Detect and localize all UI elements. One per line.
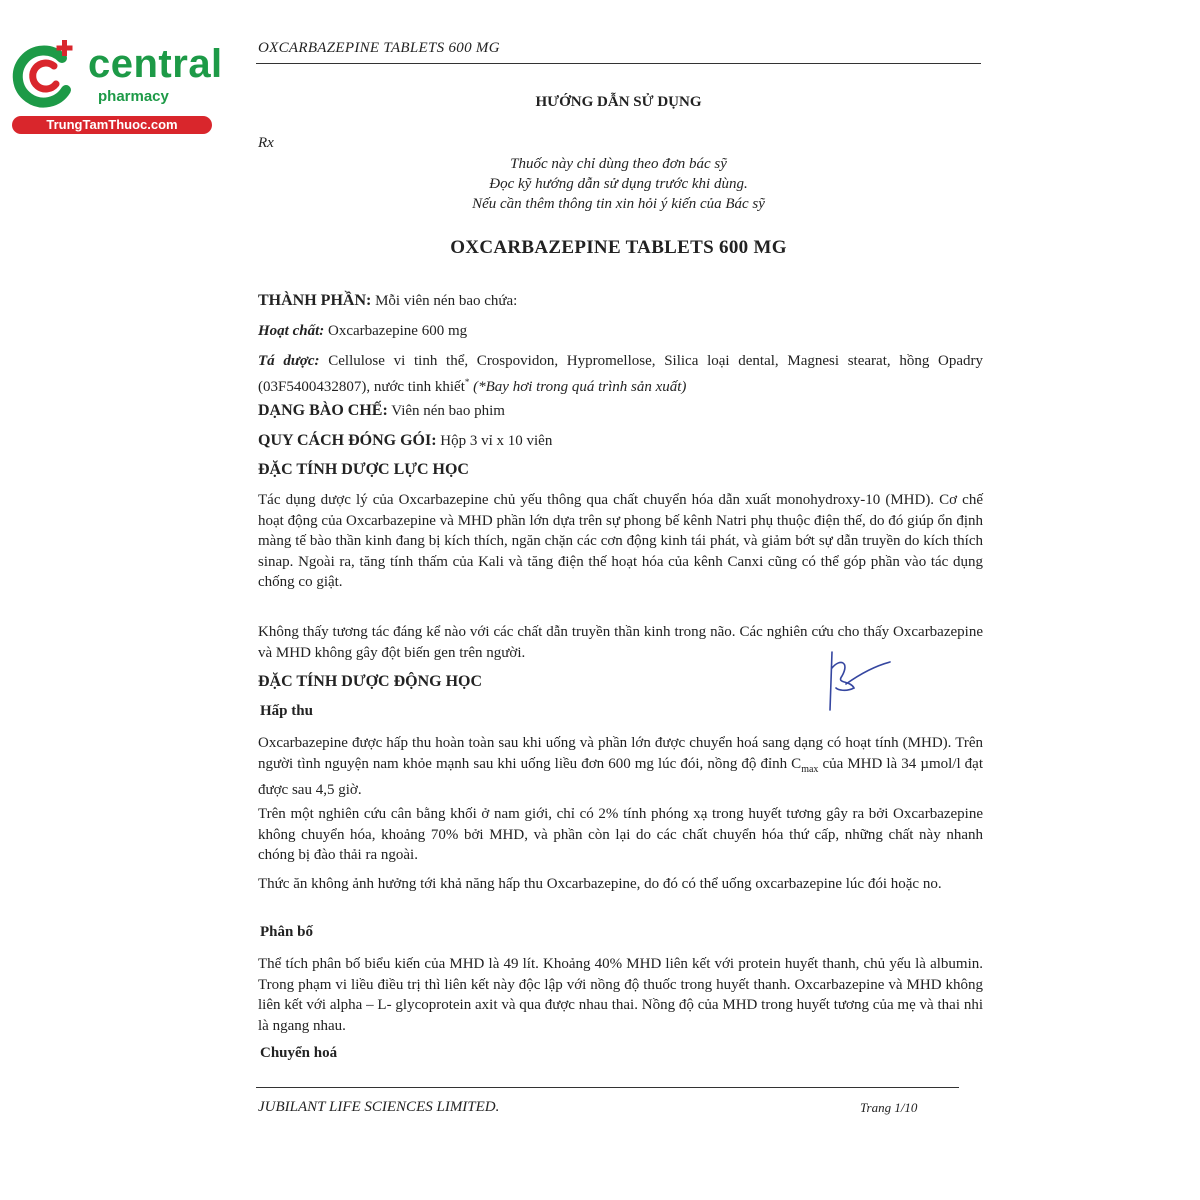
pharmacodynamics-paragraph-1: Tác dụng dược lý của Oxcarbazepine chủ yếu thông qua chất chuyển hóa dẫn xuất monohydroxy-10 (MHD). Cơ chế hoạt động của Oxcarbazepine và MHD phần lớn dựa trên sự phong bế kênh Natri phụ thuộc điện thế, do đó giúp ổn định màng tế bào thần kinh đang bị kích thích, ngăn chặn các cơn động kinh tái phát, và giảm bớt sự dẫn truyền do kích thích sinap. Ngoài ra, tăng tính thấm của Kali và tăng điện thế hoạt hóa của kênh Canxi cũng có thể góp phần vào tác dụng chống co giật.	[258, 492, 983, 590]
distribution-paragraph: Thể tích phân bố biểu kiến của MHD là 49 lít. Khoảng 40% MHD liên kết với protein huyết thanh, chủ yếu là albumin. Trong phạm vi liều điều trị thì liên kết này độc lập với nồng độ thuốc trong huyết thanh. Oxcarbazepine và MHD không liên kết với alpha – L- glycoprotein axit và qua được nhau thai. Nồng độ của MHD trong huyết tương của mẹ và thai nhi là ngang nhau.	[258, 956, 983, 1034]
composition-label: THÀNH PHẦN:	[258, 292, 372, 309]
excipient-label: Tá dược:	[258, 353, 320, 369]
pharmacodynamics-paragraph-2: Không thấy tương tác đáng kể nào với các chất dẫn truyền thần kinh trong não. Các nghiên cứu cho thấy Oxcarbazepine và MHD không gây đột biến gen trên người.	[258, 624, 983, 661]
absorption-heading: Hấp thu	[260, 703, 313, 719]
composition-line	[258, 291, 983, 312]
excipient-text: Cellulose vi tinh thể, Crospovidon, Hypromellose, Silica loại dental, Magnesi stearat, hồng Opadry (03F5400432807), nước tinh khiết	[258, 353, 984, 395]
warning-line-3: Nếu cần thêm thông tin xin hỏi ý kiến của Bác sỹ	[472, 196, 765, 212]
footer-company: JUBILANT LIFE SCIENCES LIMITED.	[258, 1099, 500, 1115]
excipient-mark: *	[464, 376, 470, 387]
composition-text: Mỗi viên nén bao chứa:	[371, 293, 518, 309]
absorption-paragraph-3: Thức ăn không ảnh hưởng tới khả năng hấp thu Oxcarbazepine, do đó có thể uống oxcarbazepine lúc đói hoặc no.	[258, 876, 942, 892]
absorption-paragraph-1	[258, 733, 983, 801]
excipients-paragraph	[258, 351, 983, 397]
rx-mark: Rx	[258, 135, 274, 151]
logo-site-url[interactable]: TrungTamThuoc.com	[12, 116, 212, 134]
pharmacodynamics-heading: ĐẶC TÍNH DƯỢC LỰC HỌC	[258, 461, 469, 478]
absorption-text-1a: Oxcarbazepine được hấp thu hoàn toàn sau khi uống và phần lớn được chuyển hoá sang dạng có hoạt tính (MHD). Trên người tình nguyện nam khỏe mạnh sau khi uống liều đơn 600 mg lúc đói, nồng độ đỉnh C	[258, 735, 983, 772]
footer-page-number: Trang 1/10	[860, 1100, 918, 1115]
header-rule	[256, 63, 981, 64]
active-label: Hoạt chất:	[258, 323, 325, 339]
logo-brand: central	[88, 42, 223, 86]
absorption-text-1b: của MHD là 34 µmol/l đạt được sau 4,5 giờ.	[258, 755, 984, 798]
active-ingredient-line	[258, 321, 983, 342]
pharmacokinetics-heading: ĐẶC TÍNH DƯỢC ĐỘNG HỌC	[258, 673, 483, 690]
document-header: OXCARBAZEPINE TABLETS 600 MG	[258, 40, 500, 56]
absorption-paragraph-2: Trên một nghiên cứu cân bằng khối ở nam giới, chỉ có 2% tính phóng xạ trong huyết tương gây ra bởi Oxcarbazepine không chuyển hóa, khoảng 70% bởi MHD, và phần còn lại do các chất chuyển hóa thứ cấp, những chất này nhanh chóng bị đào thải ra ngoài.	[258, 806, 983, 863]
packaging-line	[258, 431, 983, 452]
distribution-heading: Phân bố	[260, 924, 313, 940]
warning-line-1: Thuốc này chỉ dùng theo đơn bác sỹ	[510, 156, 727, 172]
signature-mark	[820, 650, 900, 720]
form-label: DẠNG BÀO CHẾ:	[258, 402, 388, 419]
excipient-note: (*Bay hơi trong quá trình sản xuất)	[469, 378, 687, 395]
logo-subtitle: pharmacy	[98, 88, 169, 105]
pharmacy-cross-icon	[10, 36, 90, 116]
central-pharmacy-logo[interactable]	[10, 36, 223, 136]
doc-heading: HƯỚNG DẪN SỬ DỤNG	[535, 94, 702, 110]
footer-rule	[256, 1087, 959, 1088]
form-text: Viên nén bao phim	[387, 403, 505, 419]
dosage-form-line	[258, 401, 983, 422]
metabolism-heading: Chuyển hoá	[260, 1045, 338, 1061]
cmax-subscript: max	[801, 763, 819, 775]
active-text: Oxcarbazepine 600 mg	[324, 323, 468, 339]
pack-text: Hộp 3 vỉ x 10 viên	[436, 433, 553, 449]
product-title: OXCARBAZEPINE TABLETS 600 MG	[450, 237, 787, 258]
warning-line-2: Đọc kỹ hướng dẫn sử dụng trước khi dùng.	[489, 176, 748, 192]
pack-label: QUY CÁCH ĐÓNG GÓI:	[258, 432, 437, 449]
